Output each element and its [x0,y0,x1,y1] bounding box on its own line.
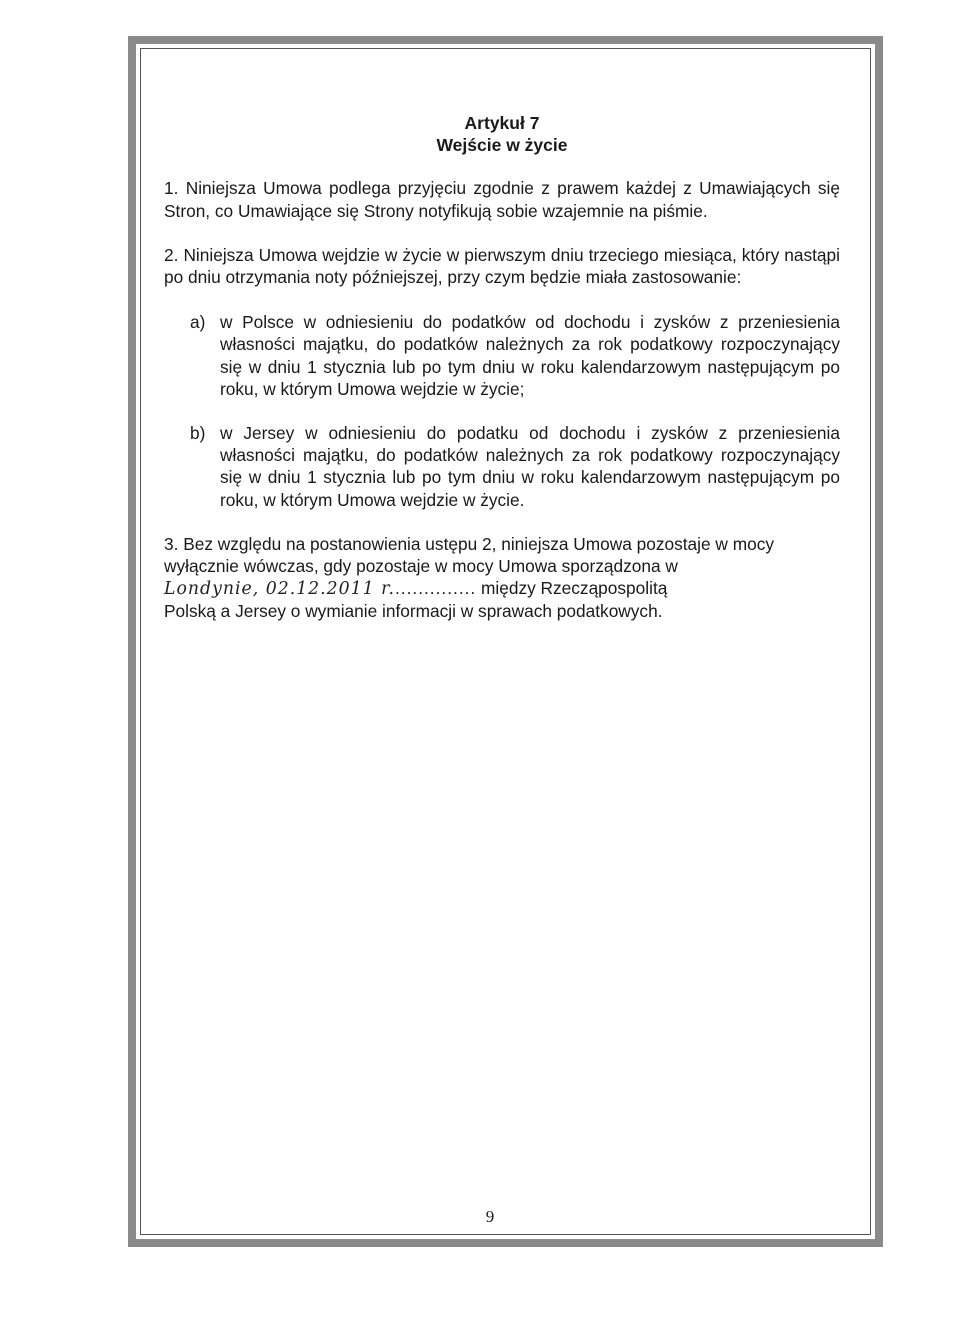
dotted-fill: .............. [395,578,477,599]
document-body [164,112,840,623]
paragraph-3-line-3 [164,577,840,600]
subpoint-a [164,311,840,400]
article-heading: Wejście w życie [436,135,568,156]
subpoint-b-label: b) [190,423,206,444]
page-number: 9 [485,1207,495,1226]
subpoint-b-text: w Jersey w odniesieniu do podatku od dochodu i zysków z przeniesienia własności majątku, do podatków należnych za rok podatkowy rozpoczynający się w dniu 1 stycznia lub po tym dniu w roku kalendarzowym następującym po roku, w którym Umowa wejdzie w życie. [220,423,840,510]
paragraph-2: 2. Niniejsza Umowa wejdzie w życie w pierwszym dniu trzeciego miesiąca, który nastąpi po dniu otrzymania noty późniejszej, przy czym będzie miała zastosowanie: [164,244,840,288]
paragraph-3 [164,533,840,623]
subpoint-b [164,422,840,511]
subpoint-a-label: a) [190,312,206,333]
article-number: Artykuł 7 [464,113,540,133]
paragraph-3-line-4: Polską a Jersey o wymianie informacji w sprawach podatkowych. [164,601,663,622]
handwritten-place-date: Londynie, 02.12.2011 r. [164,579,395,600]
subpoint-a-text: w Polsce w odniesieniu do podatków od dochodu i zysków z przeniesienia własności majątku, do podatków należnych za rok podatkowy rozpoczynający się w dniu 1 stycznia lub po tym dniu w roku kalendarzowym następującym po roku, w którym Umowa wejdzie w życie; [220,312,840,399]
paragraph-3-line-1: 3. Bez względu na postanowienia ustępu 2, niniejsza Umowa pozostaje w mocy [164,533,774,554]
paragraph-3-line-3-text: między Rzecząpospolitą [476,578,668,599]
paragraph-3-line-2: wyłącznie wówczas, gdy pozostaje w mocy Umowa sporządzona w [164,556,678,577]
paragraph-1: 1. Niniejsza Umowa podlega przyjęciu zgodnie z prawem każdej z Umawiających się Stron, co Umawiające się Strony notyfikują sobie wzajemnie na piśmie. [164,178,840,221]
